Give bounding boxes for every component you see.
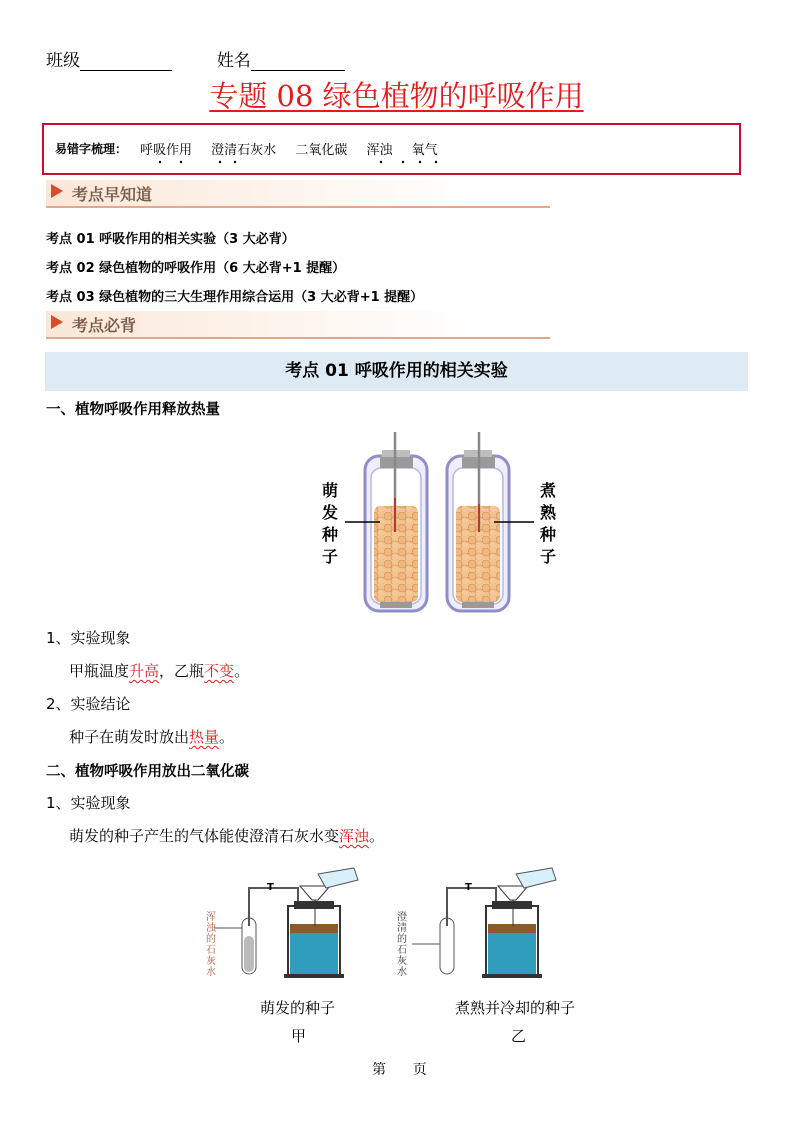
part1-conclusion-text: 种子在萌发时放出热量。 <box>69 728 235 746</box>
section-header-must-know <box>46 311 550 339</box>
word-1: 呼吸作用 <box>140 143 193 158</box>
arrow-icon <box>51 184 63 198</box>
answer-highlight: 热量 <box>189 728 220 746</box>
class-blank[interactable] <box>80 53 172 71</box>
answer-highlight: 升高 <box>129 662 160 680</box>
name-blank[interactable] <box>251 53 345 71</box>
kaodian-item-1[interactable]: 考点 01 呼吸作用的相关实验（3 大必背） <box>46 232 295 247</box>
confusable-words-box <box>42 123 741 175</box>
arrow-icon <box>51 315 63 329</box>
part2-heading: 二、植物呼吸作用放出二氧化碳 <box>46 764 249 780</box>
part2-phenomenon-heading: 1、实验现象 <box>46 794 131 812</box>
part1-conclusion-heading: 2、实验结论 <box>46 695 131 713</box>
word-5: 氧气 <box>411 143 438 158</box>
word-2: 澄清石灰水 <box>211 143 277 158</box>
boiled-seeds-label: 煮 熟 种 子 <box>540 481 557 566</box>
word-3: 二氧化碳 <box>295 143 348 158</box>
name-label: 姓名 <box>216 51 251 71</box>
section-header-label: 考点必背 <box>72 316 137 335</box>
kaodian-item-3[interactable]: 考点 03 绿色植物的三大生理作用综合运用（3 大必背+1 提醒） <box>46 290 424 305</box>
germinating-seeds-label: 萌 发 种 子 <box>322 481 339 566</box>
emphasis-dots <box>44 125 743 175</box>
left-sub-caption: 甲 <box>291 1027 307 1045</box>
right-apparatus <box>440 868 556 978</box>
section-header-label: 考点早知道 <box>72 185 153 204</box>
thermos-experiment-figure <box>300 428 570 616</box>
topic-band-title: 考点 01 呼吸作用的相关实验 <box>45 352 748 391</box>
right-thermos-bottle <box>447 432 534 611</box>
part1-phenomenon-text: 甲瓶温度升高，乙瓶不变。 <box>69 662 250 680</box>
turbid-limewater-label: 浑 浊 的 石 灰 水 <box>206 912 216 978</box>
page-number: 第 页 <box>372 1062 427 1078</box>
clear-limewater-label: 澄 清 的 石 灰 水 <box>397 912 407 978</box>
page-title: 专题 08 绿色植物的呼吸作用 <box>209 79 584 113</box>
answer-highlight: 不变 <box>204 662 235 680</box>
section-header-overview <box>46 180 550 208</box>
part1-phenomenon-heading: 1、实验现象 <box>46 629 131 647</box>
left-apparatus <box>242 868 358 978</box>
svg-text:T: T <box>465 882 472 893</box>
right-caption: 煮熟并冷却的种子 <box>455 999 576 1017</box>
part1-heading: 一、植物呼吸作用释放热量 <box>46 402 220 418</box>
header-row <box>46 46 345 71</box>
answer-highlight: 浑浊 <box>339 827 370 845</box>
svg-text:T: T <box>267 882 274 893</box>
part2-phenomenon-text: 萌发的种子产生的气体能使澄清石灰水变浑浊。 <box>69 827 385 845</box>
right-sub-caption: 乙 <box>511 1027 527 1045</box>
word-4: 浑浊 <box>366 143 393 158</box>
kaodian-item-2[interactable]: 考点 02 绿色植物的呼吸作用（6 大必背+1 提醒） <box>46 261 346 276</box>
confusable-label: 易错字梳理： <box>55 142 128 156</box>
left-thermos-bottle <box>345 432 427 611</box>
left-caption: 萌发的种子 <box>260 999 336 1017</box>
class-label: 班级 <box>46 51 80 71</box>
co2-experiment-figure <box>200 866 570 980</box>
